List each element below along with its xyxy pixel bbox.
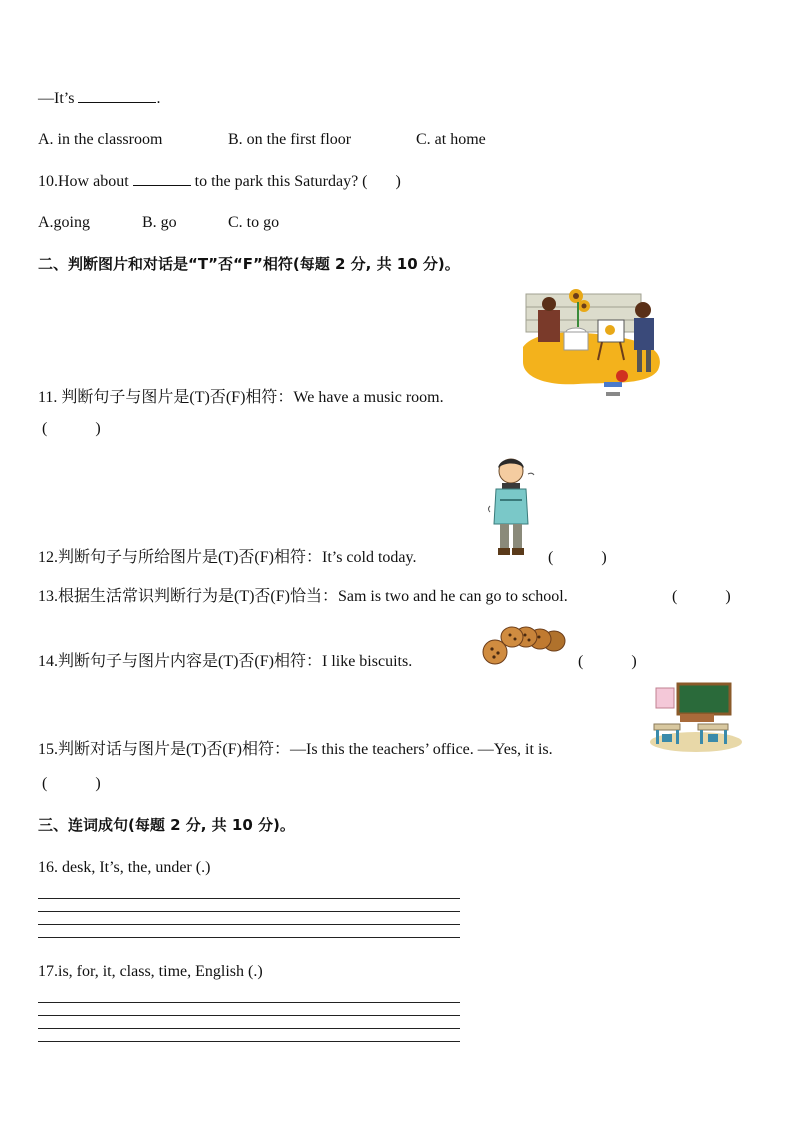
q9-option-c[interactable]: C. at home	[416, 131, 486, 148]
q16-writing-line-1[interactable]	[38, 898, 460, 899]
q10-stem-a: 10.How about	[38, 173, 129, 190]
section3-title: 三、连词成句(每题 2 分, 共 10 分)。	[38, 816, 295, 834]
q14-answer-paren[interactable]: ( )	[578, 653, 637, 670]
q16-writing-line-3[interactable]	[38, 924, 460, 925]
classroom-picture	[648, 682, 748, 754]
q17-writing-line-3[interactable]	[38, 1028, 460, 1029]
q17-writing-line-1[interactable]	[38, 1002, 460, 1003]
q16-writing-line-2[interactable]	[38, 911, 460, 912]
q15-text: 15.判断对话与图片是(T)否(F)相符：—Is this the teachers’ office. —Yes, it is.	[38, 741, 553, 758]
q13-answer-paren[interactable]: ( )	[672, 588, 731, 605]
q12-line	[38, 548, 417, 568]
q15-answer-paren[interactable]: ( )	[42, 775, 101, 792]
q9-answer-line: —It’s .	[38, 90, 161, 107]
q16-text: 16. desk, It’s, the, under (.)	[38, 859, 211, 876]
q9-answer-prefix: —It’s	[38, 90, 75, 107]
q10-close-paren: )	[395, 173, 401, 190]
q10-stem-b: to the park this Saturday? (	[194, 173, 368, 190]
q10-option-a[interactable]: A.going	[38, 214, 90, 231]
cold-boy-picture	[486, 456, 538, 562]
q10-stem	[38, 171, 401, 192]
q9-option-a[interactable]: A. in the classroom	[38, 131, 163, 148]
q9-blank[interactable]	[78, 88, 156, 103]
biscuits-picture	[482, 623, 568, 669]
q10-option-b[interactable]: B. go	[142, 214, 177, 231]
q10-option-c[interactable]: C. to go	[228, 214, 280, 231]
q16-writing-line-4[interactable]	[38, 937, 460, 938]
q17-writing-line-2[interactable]	[38, 1015, 460, 1016]
q11-answer-paren[interactable]: ( )	[42, 420, 101, 437]
q9-options	[38, 130, 486, 150]
q10-blank[interactable]	[133, 171, 191, 186]
q13-text: 13.根据生活常识判断行为是(T)否(F)恰当：Sam is two and he can go to school.	[38, 588, 568, 605]
q17-text: 17.is, for, it, class, time, English (.)	[38, 963, 263, 980]
q17-writing-line-4[interactable]	[38, 1041, 460, 1042]
q11-text: 11. 判断句子与图片是(T)否(F)相符：We have a music room.	[38, 389, 444, 406]
q12-text: 12.判断句子与所给图片是(T)否(F)相符：It’s cold today.	[38, 549, 417, 566]
section2-title: 二、判断图片和对话是“T”否“F”相符(每题 2 分, 共 10 分)。	[38, 255, 460, 273]
q14-text: 14.判断句子与图片内容是(T)否(F)相符：I like biscuits.	[38, 653, 413, 670]
art-room-picture	[518, 282, 668, 402]
q9-option-b[interactable]: B. on the first floor	[228, 131, 352, 148]
q12-answer-paren[interactable]: ( )	[548, 549, 607, 566]
q10-options	[38, 213, 279, 233]
